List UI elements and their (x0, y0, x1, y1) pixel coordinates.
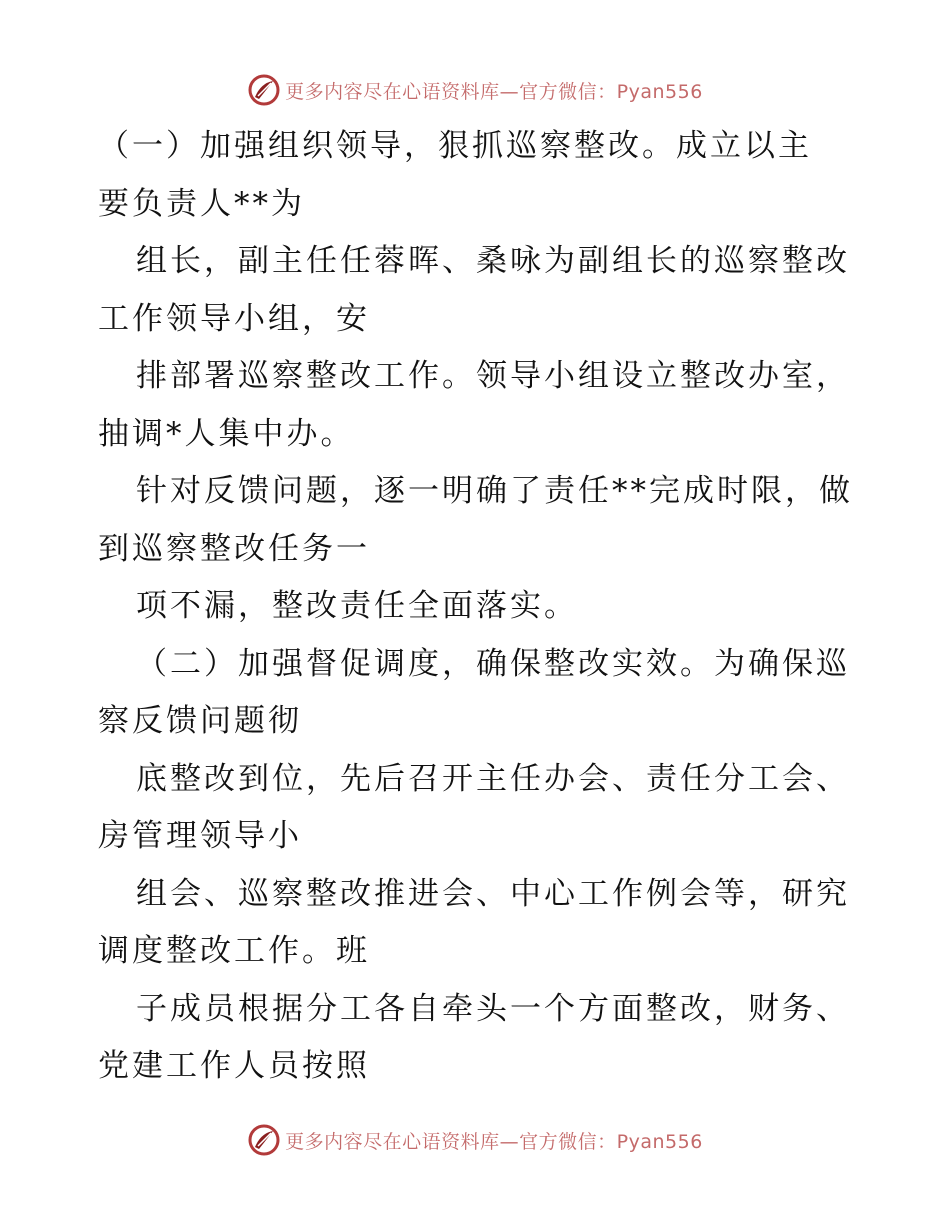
red-brush-circle-logo (247, 1123, 281, 1157)
header-banner-text: 更多内容尽在心语资料库—官方微信：Pyan556 (285, 80, 703, 103)
text-line: 组会、巡察整改推进会、中心工作例会等，研究 (136, 875, 850, 912)
footer-banner-text: 更多内容尽在心语资料库—官方微信：Pyan556 (285, 1130, 703, 1153)
text-line: 房管理领导小 (98, 818, 302, 854)
text-line: 工作领导小组，安 (98, 300, 370, 337)
text-line: （二）加强督促调度，确保整改实效。为确保巡 (136, 645, 850, 682)
text-line: 要负责人**为 (98, 185, 305, 222)
document-body (98, 118, 858, 1096)
text-line: 到巡察整改任务一 (98, 530, 370, 567)
text-line: 调度整改工作。班 (98, 933, 370, 969)
text-line: 组长，副主任任蓉晖、桑咏为副组长的巡察整改 (136, 243, 850, 279)
header-banner (0, 70, 950, 110)
text-line: （一）加强组织领导，狠抓巡察整改。成立以主 (98, 128, 812, 164)
text-line: 底整改到位，先后召开主任办会、责任分工会、 (136, 760, 850, 797)
red-brush-circle-logo (247, 73, 281, 107)
text-line: 项不漏，整改责任全面落实。 (136, 588, 578, 624)
text-line: 抽调*人集中办。 (98, 415, 355, 452)
text-line: 排部署巡察整改工作。领导小组设立整改办室， (136, 358, 850, 394)
text-line: 党建工作人员按照 (98, 1048, 370, 1084)
text-line: 针对反馈问题，逐一明确了责任**完成时限，做 (136, 473, 853, 509)
text-line: 子成员根据分工各自牵头一个方面整改，财务、 (136, 990, 850, 1027)
footer-banner (0, 1120, 950, 1160)
text-line: 察反馈问题彻 (98, 703, 302, 739)
